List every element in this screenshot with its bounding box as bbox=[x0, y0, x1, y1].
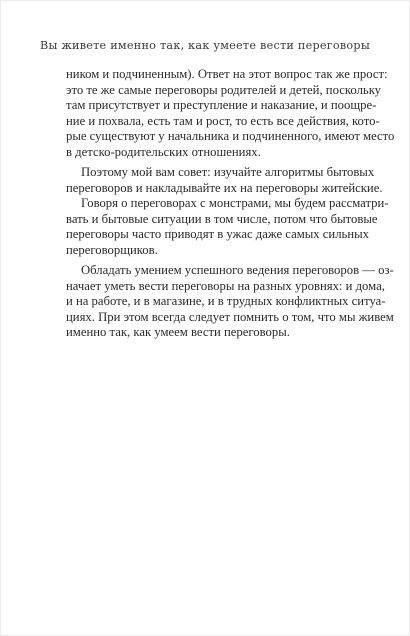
text-line: циях. При этом всегда следует помнить о том, что мы живем bbox=[66, 309, 394, 324]
text-line: переговорщиков. bbox=[66, 242, 158, 257]
paragraph-4 bbox=[66, 263, 394, 341]
running-head: Вы живете именно так, как умеете вести переговоры bbox=[40, 39, 370, 52]
paragraph-3 bbox=[66, 196, 389, 258]
text-line: вать и бытовые ситуации в том числе, потом что бытовые bbox=[66, 211, 378, 226]
body-text bbox=[66, 67, 395, 341]
text-line: Обладать умением успешного ведения переговоров — оз- bbox=[81, 263, 394, 277]
text-line: рые существуют у начальника и подчиненного, имеют место bbox=[66, 129, 395, 143]
paragraph-1 bbox=[66, 67, 395, 160]
text-line: ние и похвала, есть там и рост, то есть все действия, кото- bbox=[66, 113, 380, 128]
text-line: начает уметь вести переговоры на разных уровнях: и дома, bbox=[66, 278, 385, 293]
text-line: Говоря о переговорах с монстрами, мы будем рассматри- bbox=[81, 196, 389, 210]
paragraph-2 bbox=[66, 165, 383, 196]
text-line: ником и подчиненным). Ответ на этот вопрос так же прост: bbox=[66, 67, 388, 81]
text-line: там присутствует и преступление и наказание, и поощре- bbox=[66, 98, 377, 112]
text-line: и на работе, и в магазине, и в трудных конфликтных ситуа- bbox=[66, 294, 386, 308]
text-line: Поэтому мой вам совет: изучайте алгоритмы бытовых bbox=[81, 165, 375, 179]
text-line: переговоров и накладывайте их на переговоры житейские. bbox=[66, 180, 383, 195]
text-line: именно так, как умеем вести переговоры. bbox=[66, 325, 290, 339]
text-line: это те же самые переговоры родителей и детей, поскольку bbox=[66, 82, 382, 97]
text-line: в детско-родительских отношениях. bbox=[66, 144, 261, 159]
text-line: переговоры часто приводят в ужас даже самых сильных bbox=[66, 227, 369, 241]
